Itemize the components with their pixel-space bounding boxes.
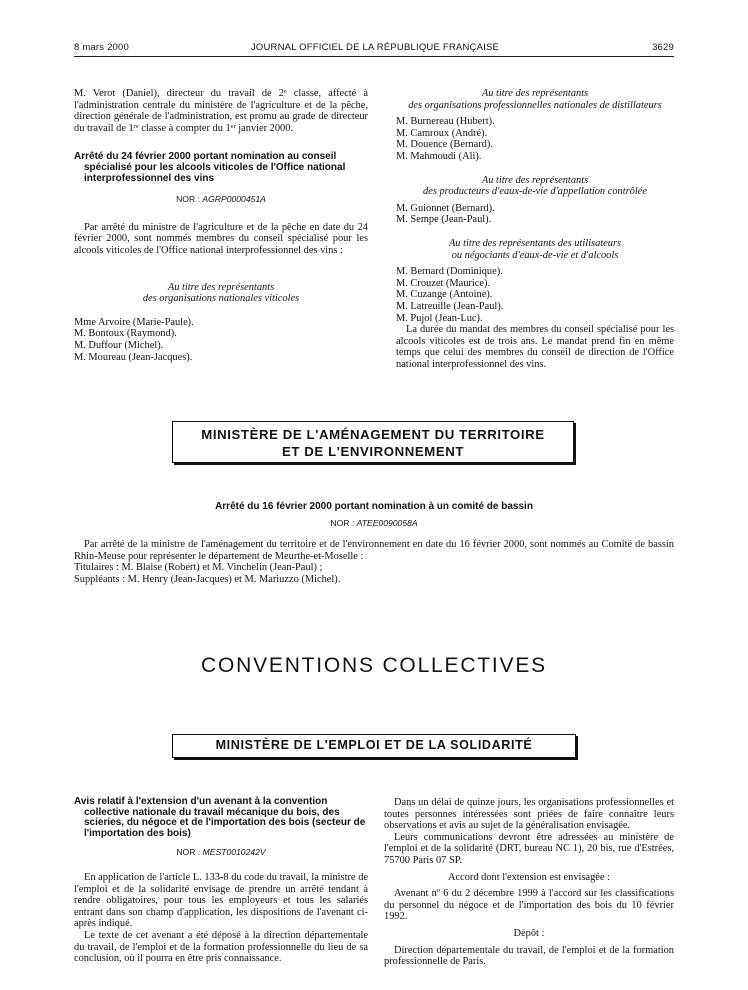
right-top-column bbox=[396, 88, 674, 370]
names-list-producteurs bbox=[396, 203, 674, 226]
member-name: M. Camroux (André). bbox=[396, 127, 488, 139]
group-heading-utilisateurs-2: ou négociants d'eaux-de-vie et d'alcools bbox=[451, 249, 619, 261]
group-heading-viticoles-1: Au titre des représentants bbox=[167, 281, 275, 293]
ministry-emploi-box bbox=[172, 734, 576, 758]
nor-label: NOR : bbox=[176, 194, 200, 205]
bassin-suppleants: Suppléants : M. Henry (Jean-Jacques) et M. Mariuzzo (Michel). bbox=[74, 573, 341, 585]
member-name: M. Guionnet (Bernard). bbox=[396, 202, 495, 214]
group-heading-distillateurs-2: des organisations professionnelles nationales de distillateurs bbox=[408, 99, 662, 111]
nor-code: MEST0010242V bbox=[202, 847, 266, 858]
group-heading-viticoles-2: des organisations nationales viticoles bbox=[142, 293, 300, 305]
member-name: M. Moureau (Jean-Jacques). bbox=[74, 351, 193, 363]
nor-code: ATEE0090058A bbox=[356, 518, 418, 528]
conventions-collectives-title: CONVENTIONS COLLECTIVES bbox=[201, 654, 547, 677]
group-heading-producteurs-2: des producteurs d'eaux-de-vie d'appellation contrôlée bbox=[423, 186, 647, 198]
arrete-16-fevrier-title: Arrêté du 16 février 2000 portant nomination à un comité de bassin bbox=[215, 501, 533, 512]
ministry-environment-line2: ET DE L'ENVIRONNEMENT bbox=[281, 444, 465, 459]
group-heading-utilisateurs-1: Au titre des représentants des utilisateurs bbox=[448, 237, 622, 249]
member-name: Mme Arvoire (Marie-Paule). bbox=[74, 316, 194, 328]
ministry-emploi-label: MINISTÈRE DE L'EMPLOI ET DE LA SOLIDARITÉ bbox=[215, 738, 533, 752]
avis-left-column bbox=[74, 797, 368, 965]
header-journal-title: JOURNAL OFFICIEL DE LA RÉPUBLIQUE FRANÇAISE bbox=[250, 42, 500, 53]
nor-label: NOR : bbox=[176, 847, 201, 858]
member-name: M. Douence (Bernard). bbox=[396, 139, 493, 151]
member-name: M. Sempe (Jean-Paul). bbox=[396, 214, 492, 226]
member-name: M. Crouzet (Maurice). bbox=[396, 277, 491, 289]
nor-code: AGRP0000451A bbox=[202, 194, 266, 205]
bassin-body bbox=[74, 539, 674, 585]
header-rule bbox=[74, 56, 674, 57]
group-heading-distillateurs-1: Au titre des représentants bbox=[481, 88, 589, 99]
depot-paragraph: Direction départementale du travail, de l'emploi et de la formation professionnelle de Paris. bbox=[384, 944, 674, 968]
ministry-environment-line1: MINISTÈRE DE L'AMÉNAGEMENT DU TERRITOIRE bbox=[201, 427, 545, 442]
member-name: M. Latreuille (Jean-Paul). bbox=[396, 300, 504, 312]
arrete-24-fevrier-title: Arrêté du 24 février 2000 portant nomination au conseil spécialisé pour les alcools viticoles de l'Office national interprofessionnel des vins bbox=[74, 151, 346, 184]
depot-heading: Dépôt : bbox=[513, 927, 545, 939]
nor-line bbox=[74, 194, 368, 206]
names-list-utilisateurs bbox=[396, 266, 674, 324]
intro-paragraph: Par arrêté du ministre de l'agriculture et de la pêche en date du 24 février 2000, sont nommés membres du conseil spécialisé pour les alcools viticoles de l'Office national interprofessionnel des vins : bbox=[74, 221, 368, 256]
accord-paragraph: Avenant nº 6 du 2 décembre 1999 à l'accord sur les classifications du personnel du négoce et de l'importation des bois du 10 février 1992. bbox=[384, 888, 674, 923]
member-name: M. Mahmoudi (Ali). bbox=[396, 150, 482, 162]
avis-paragraph-2: Le texte de cet avenant a été déposé à la direction départementale du travail, de l'emploi et de la formation professionnelle du lieu de sa conclusion, où il pourra en être pris connaissance. bbox=[74, 929, 368, 965]
avis-paragraph-1: En application de l'article L. 133-8 du code du travail, la ministre de l'emploi et de la solidarité envisage de prendre un arrêté tendant à rendre obligatoires, pour tous les employeurs et tous les salariés entrant dans son champ d'application, les dispositions de l'avenant ci-après indiqué. bbox=[74, 871, 368, 930]
names-list-distillateurs bbox=[396, 116, 674, 162]
bassin-nor-line bbox=[74, 518, 674, 528]
member-name: M. Bontoux (Raymond). bbox=[74, 328, 177, 340]
member-name: M. Duffour (Michel). bbox=[74, 339, 164, 351]
avis-right-column bbox=[384, 797, 674, 968]
avis-title: Avis relatif à l'extension d'un avenant à la convention collective nationale du travail mécanique du bois, des scieries, du négoce et de l'importation des bois (secteur de l'importation des bois) bbox=[74, 796, 366, 839]
nor-label: NOR : bbox=[330, 518, 355, 528]
mandate-duration-paragraph: La durée du mandat des membres du conseil spécialisé pour les alcools viticoles est de trois ans. Le mandat prend fin en même temps que celui des membres du conseil de direction de l'Office national interprofessionnel des vins. bbox=[396, 324, 674, 370]
avis-nor-line bbox=[74, 847, 368, 859]
member-name: M. Burnereau (Hubert). bbox=[396, 116, 495, 128]
avis-communications-paragraph: Leurs communications devront être adressées au ministère de l'emploi et de la solidarité (DRT, bureau NC 1), 20 bis, rue d'Estrées, 75700 Paris 07 SP. bbox=[384, 831, 674, 866]
verot-paragraph: M. Verot (Daniel), directeur du travail de 2ᵉ classe, affecté à l'administration centrale du ministère de l'agriculture et de la pêche, direction générale de l'administration, est promu au grade de directeur du travail de 1ʳᵉ classe à compter du 1ᵉʳ janvier 2000. bbox=[74, 88, 368, 134]
header-page-number: 3629 bbox=[652, 42, 674, 53]
ministry-environment-box bbox=[172, 421, 574, 463]
group-heading-producteurs-1: Au titre des représentants bbox=[481, 174, 589, 186]
bassin-paragraph: Par arrêté de la ministre de l'aménagement du territoire et de l'environnement en date du 16 février 2000, sont nommés au Comité de bassin Rhin-Meuse pour représenter le département de Meurthe-et-Moselle : bbox=[74, 539, 674, 562]
accord-heading: Accord dont l'extension est envisagée : bbox=[447, 871, 610, 883]
avis-delay-paragraph: Dans un délai de quinze jours, les organisations professionnelles et toutes personnes intéressées sont priées de faire connaître leurs observations et avis au sujet de la généralisation envisagée. bbox=[384, 797, 674, 832]
member-name: M. Bernard (Dominique). bbox=[396, 266, 503, 278]
header-date: 8 mars 2000 bbox=[74, 42, 130, 53]
bassin-titulaires: Titulaires : M. Blaise (Robert) et M. Vinchelin (Jean-Paul) ; bbox=[74, 562, 323, 574]
left-top-column bbox=[74, 88, 368, 363]
member-name: M. Pujol (Jean-Luc). bbox=[396, 312, 483, 324]
member-name: M. Cuzange (Antoine). bbox=[396, 289, 493, 301]
names-list-viticoles bbox=[74, 317, 368, 363]
